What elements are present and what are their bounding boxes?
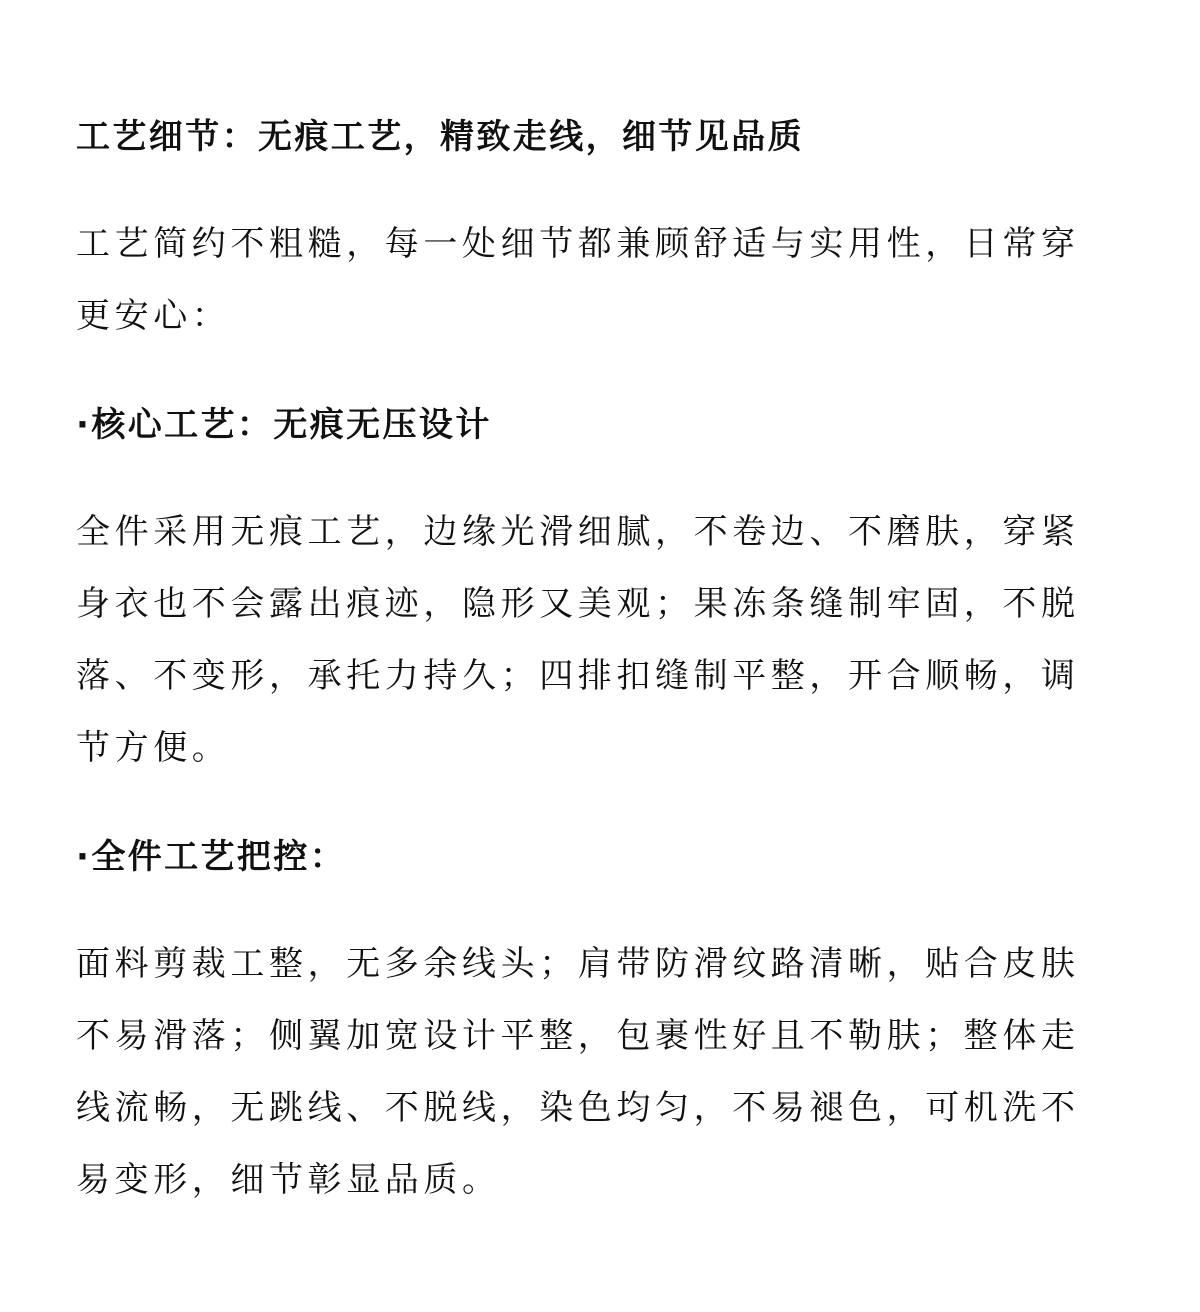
- paragraph-line: 身衣也不会露出痕迹，隐形又美观；果冻条缝制牢固，不脱: [76, 584, 1080, 624]
- section-heading-craft-details: 工艺细节：无痕工艺，精致走线，细节见品质: [76, 117, 804, 157]
- paragraph-line: 全件采用无痕工艺，边缘光滑细腻，不卷边、不磨肤，穿紧: [76, 512, 1080, 552]
- paragraph-line: 节方便。: [76, 728, 231, 768]
- section-heading-core-craft: ·核心工艺：无痕无压设计: [76, 405, 492, 445]
- paragraph-line: 易变形，细节彰显品质。: [76, 1160, 501, 1200]
- paragraph-line: 落、不变形，承托力持久；四排扣缝制平整，开合顺畅，调: [76, 656, 1080, 696]
- section-heading-full-craft-control: ·全件工艺把控：: [76, 837, 347, 877]
- paragraph-line: 更安心：: [76, 296, 231, 336]
- paragraph-line: 不易滑落；侧翼加宽设计平整，包裹性好且不勒肤；整体走: [76, 1016, 1080, 1056]
- paragraph-line: 线流畅，无跳线、不脱线，染色均匀，不易褪色，可机洗不: [76, 1088, 1080, 1128]
- paragraph-line: 工艺简约不粗糙，每一处细节都兼顾舒适与实用性，日常穿: [76, 224, 1080, 264]
- paragraph-line: 面料剪裁工整，无多余线头；肩带防滑纹路清晰，贴合皮肤: [76, 944, 1080, 984]
